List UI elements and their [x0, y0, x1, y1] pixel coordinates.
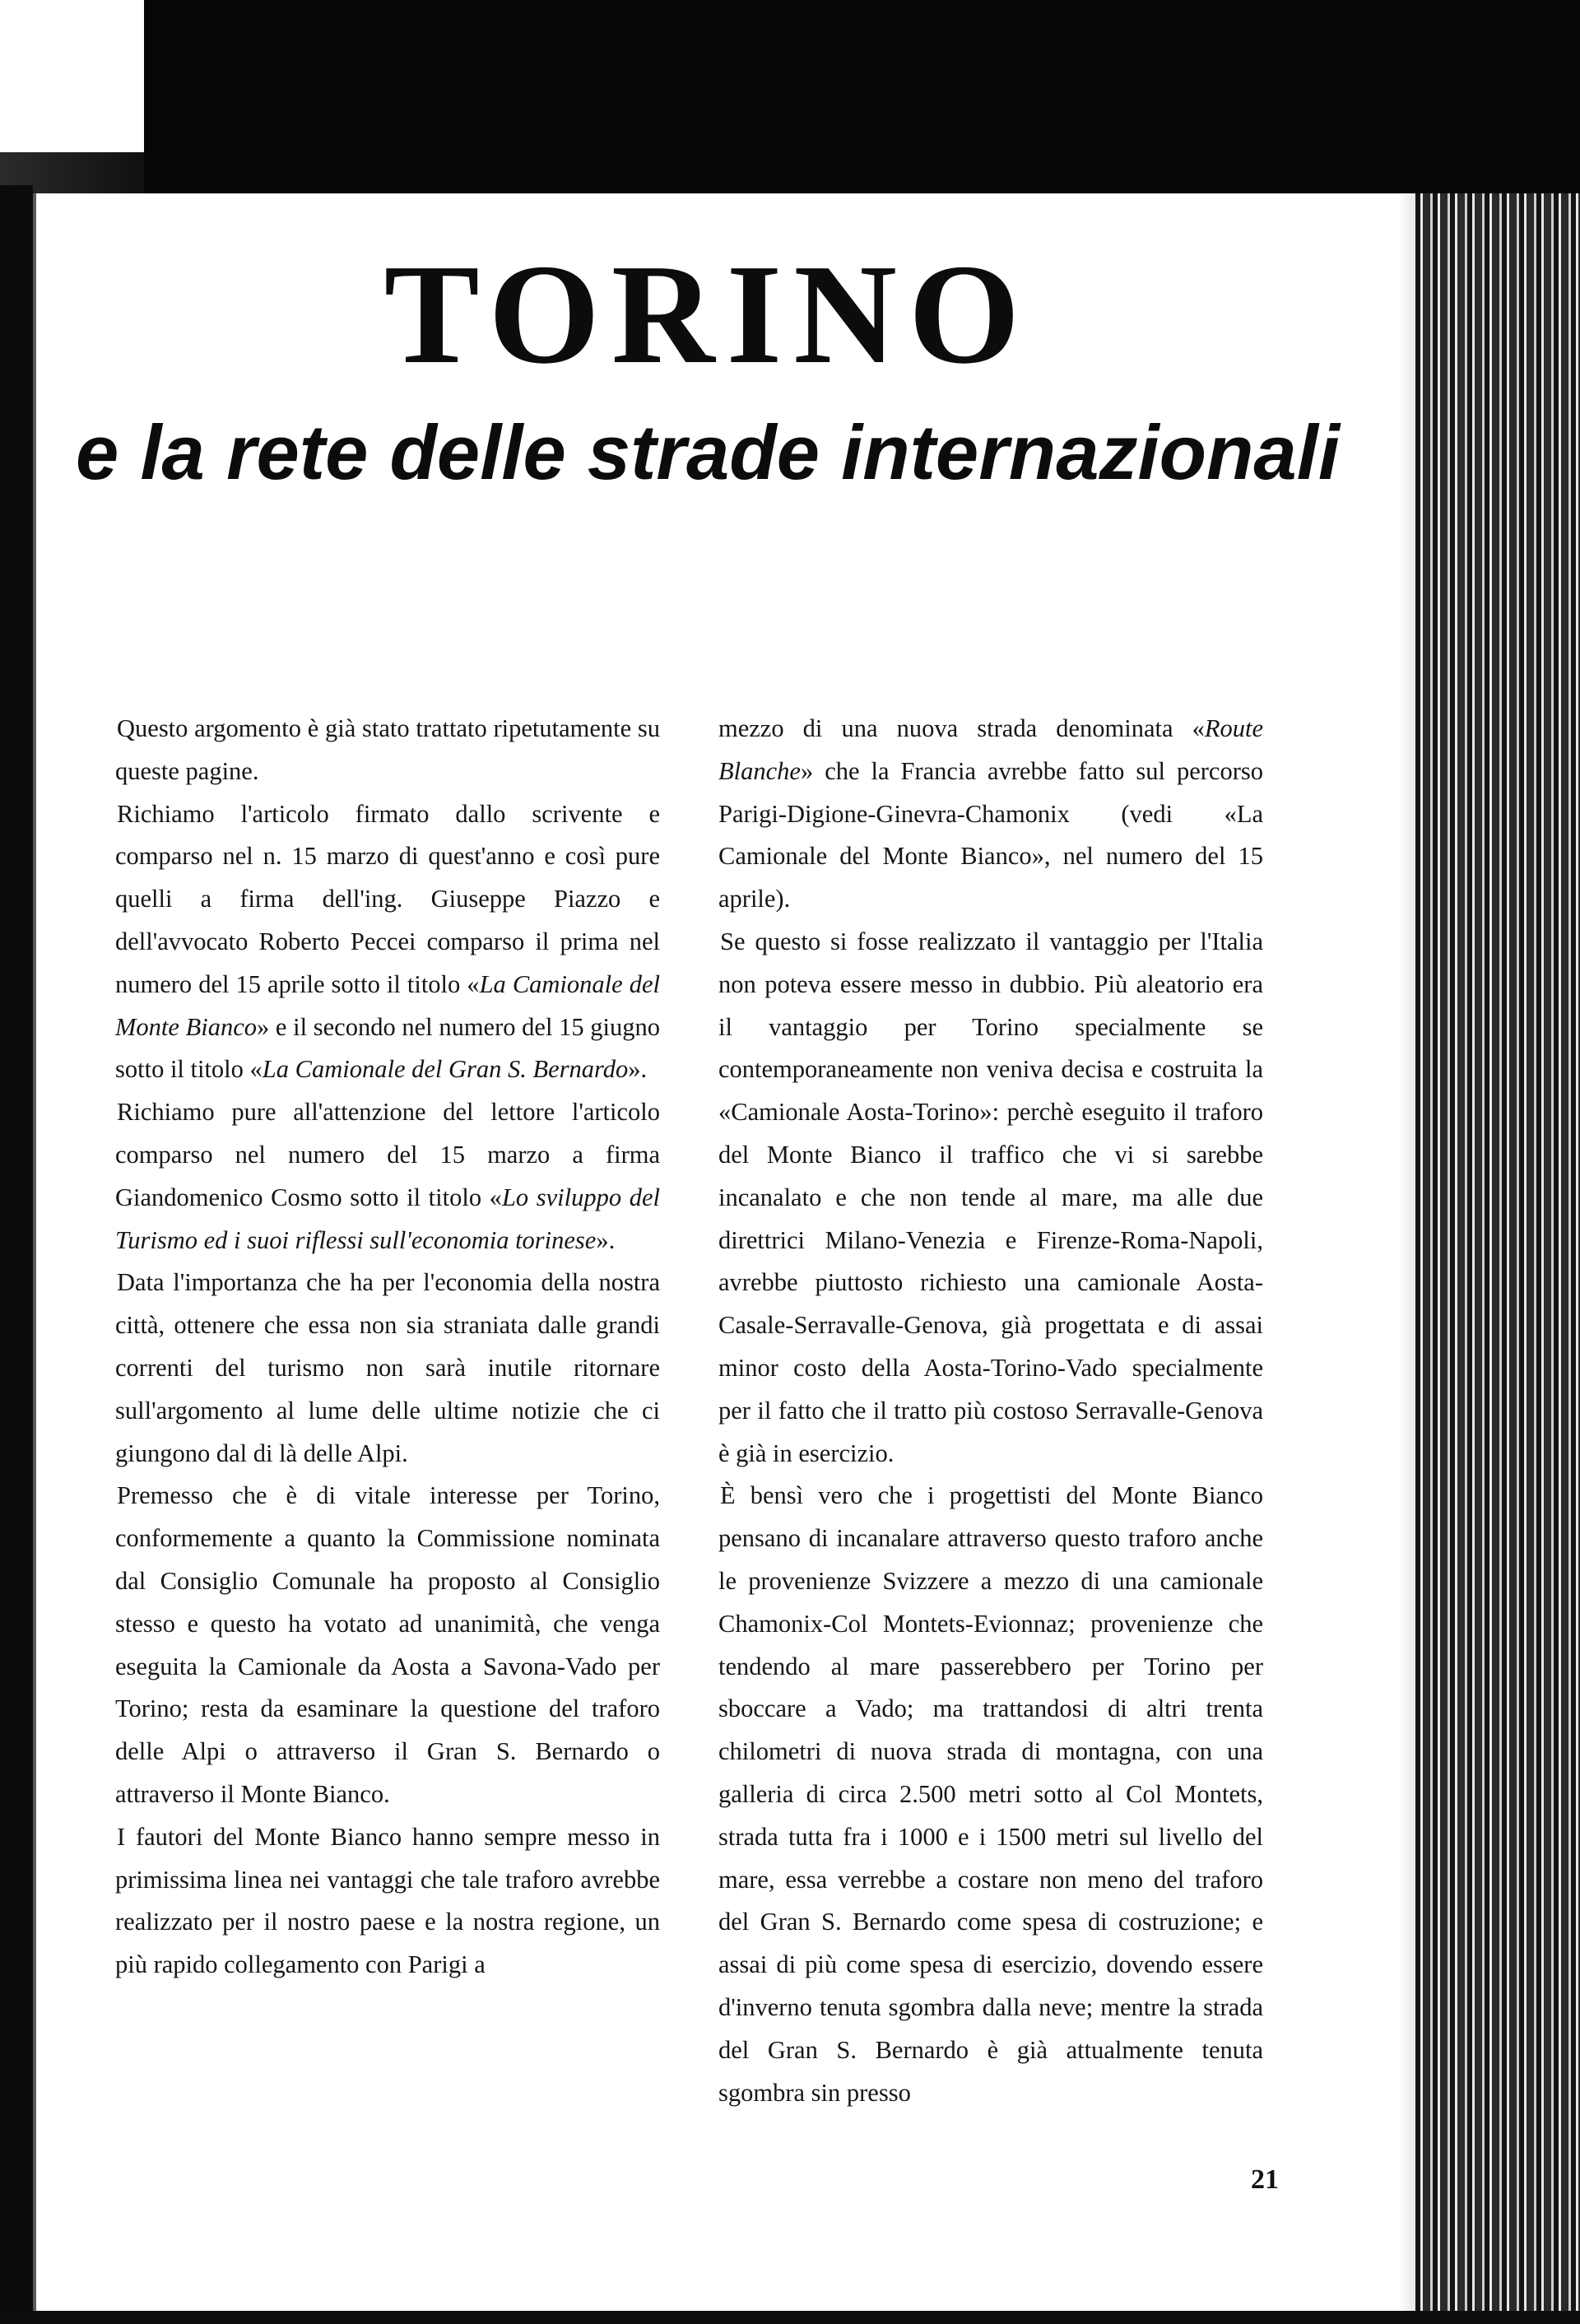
paragraph-4: Data l'importanza che ha per l'economia della nostra città, ottenere che essa non sia straniata dalle grandi correnti del turismo non sarà inutile ritornare sull'argomento al lume delle ultime notizie che ci giungono dal di là delle Alpi. [115, 1268, 660, 1467]
paragraph-1: Questo argomento è già stato trattato ripetutamente su queste pagine. [115, 714, 660, 785]
paragraph-3-text-a: Richiamo pure all'attenzione del lettore l'articolo comparso nel numero del 15 marzo a firma Giandomenico Cosmo sotto il titolo « [115, 1098, 660, 1211]
right-text-column [718, 708, 1263, 2114]
paragraph-8: Se questo si fosse realizzato il vantaggio per l'Italia non poteva essere messo in dubbio. Più aleatorio era il vantaggio per Torino specialmente se contemporaneamente non veniva decisa e costruita la «Camionale Aosta-Torino»: perchè eseguito il traforo del Monte Bianco il traffico che vi si sarebbe incanalato e che non tende al mare, ma alle due direttrici Milano-Venezia e Firenze-Roma-Napoli, avrebbe piuttosto richiesto una camionale Aosta-Casale-Serravalle-Genova, già progettata e di assai minor costo della Aosta-Torino-Vado specialmente per il fatto che il tratto più costoso Serravalle-Genova è già in esercizio. [718, 927, 1263, 1467]
page-number: 21 [1251, 2164, 1279, 2195]
paragraph-3 [115, 1091, 660, 1262]
paragraph-3-text-b: ». [596, 1225, 616, 1254]
quoted-title-camionale-gran-bernardo: La Camionale del Gran S. Bernardo [262, 1055, 629, 1084]
paragraph-7-text-a: mezzo di una nuova strada denominata « [718, 714, 1205, 742]
left-page-border [0, 185, 33, 2324]
quoted-title-sviluppo-turismo: Lo sviluppo del Turismo ed i suoi riflessi sull'economia torinese [115, 1183, 660, 1254]
bottom-black-strip [0, 2311, 1580, 2324]
paragraph-9: È bensì vero che i progettisti del Monte Bianco pensano di incanalare attraverso questo traforo anche le provenienze Svizzere a mezzo di una camionale Chamonix-Col Montets-Evionnaz; provenienze che tendendo al mare passerebbero per Torino per sboccare a Vado; ma trattandosi di altri trenta chilometri di nuova strada di montagna, con una galleria di circa 2.500 metri sotto al Col Montets, strada tutta fra i 1000 e i 1500 metri sul livello del mare, essa verrebbe a costare non meno del traforo del Gran S. Bernardo come spesa di costruzione; e assai di più come spesa di esercizio, dovendo essere d'inverno tenuta sgombra dalla neve; mentre la strada del Gran S. Bernardo è già attualmente tenuta sgombra sin presso [718, 1481, 1263, 2107]
paragraph-2-text-c: ». [628, 1055, 648, 1084]
page-title: TORINO [383, 235, 1032, 393]
paragraph-2-text-a: Richiamo l'articolo firmato dallo scrivente e comparso nel n. 15 marzo di quest'anno e così pure quelli a firma dell'ing. Giuseppe Piazzo e dell'avvocato Roberto Peccei comparso il prima nel numero del 15 aprile sotto il titolo « [115, 799, 660, 998]
left-text-column [115, 708, 660, 1987]
paragraph-2-text-b: » e il secondo nel numero del 15 giugno sotto il titolo « [115, 1012, 661, 1084]
paragraph-7-text-b: » che la Francia avrebbe fatto sul percorso Parigi-Digione-Ginevra-Chamonix (vedi «La Camionale del Monte Bianco», nel numero del 15 aprile). [718, 756, 1263, 913]
left-page-border-inner [33, 193, 36, 2324]
quoted-title-route-blanche: Route Blanche [718, 714, 1263, 785]
paragraph-5: Premesso che è di vitale interesse per Torino, conformemente a quanto la Commissione nominata dal Consiglio Comunale ha proposto al Consiglio stesso e questo ha votato ad unanimità, che venga eseguita la Camionale da Aosta a Savona-Vado per Torino; resta da esaminare la questione del traforo delle Alpi o attraverso il Gran S. Bernardo o attraverso il Monte Bianco. [115, 1481, 660, 1808]
paragraph-2 [115, 793, 660, 1092]
quoted-title-camionale-monte-bianco: La Camionale del Monte Bianco [115, 969, 660, 1041]
page-subtitle: e la rete delle strade internazionali [76, 409, 1340, 495]
paragraph-7 [718, 708, 1263, 921]
top-black-band [144, 0, 1580, 193]
stacked-page-edges [1415, 193, 1580, 2311]
paragraph-6: I fautori del Monte Bianco hanno sempre messo in primissima linea nei vantaggi che tale traforo avrebbe realizzato per il nostro paese e la nostra regione, un più rapido collegamento con Parigi a [115, 1822, 660, 1979]
